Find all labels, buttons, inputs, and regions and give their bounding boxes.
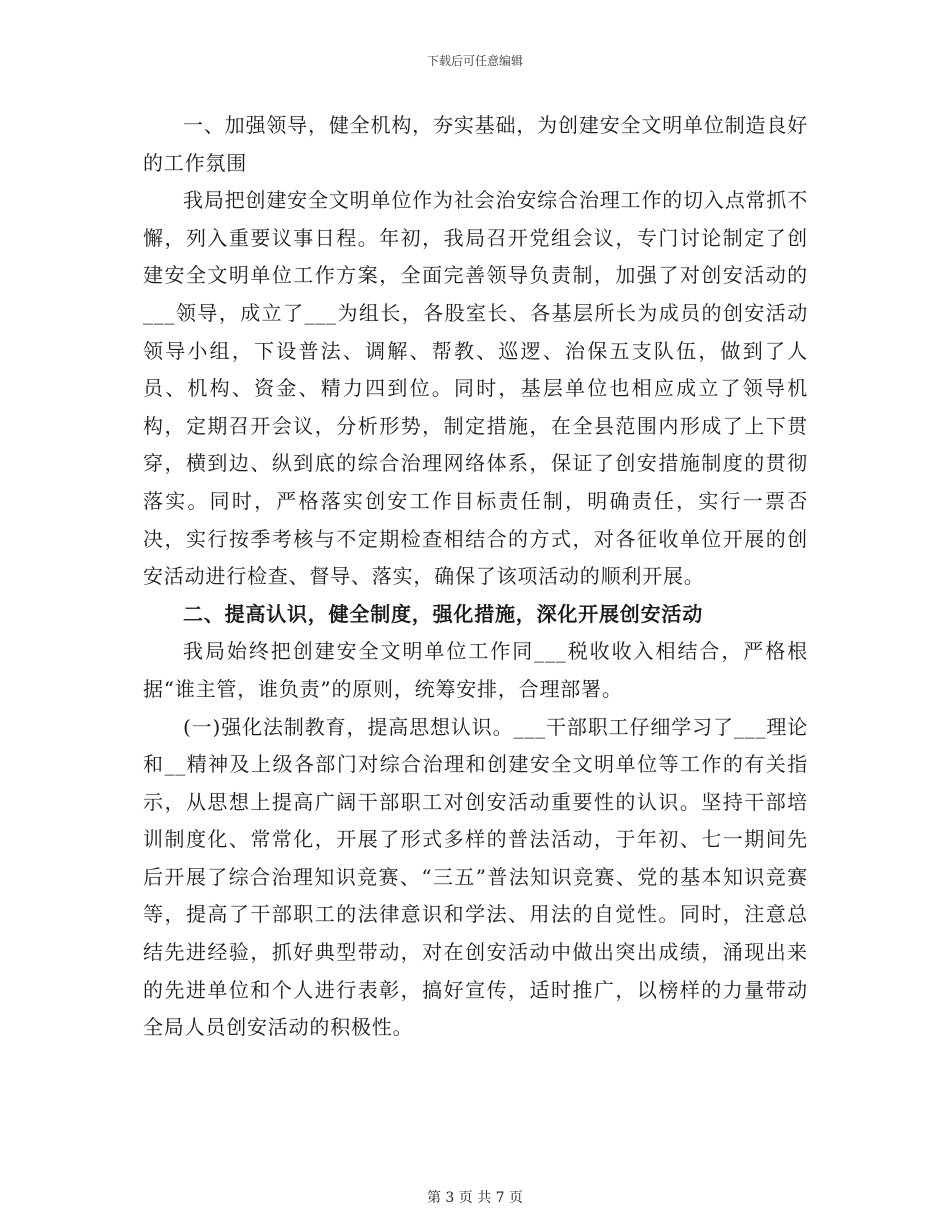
document-body xyxy=(143,107,808,1047)
section-heading-1: 一、加强领导，健全机构，夯实基础，为创建安全文明单位制造良好的工作氛围 xyxy=(143,113,808,175)
paragraph-3: (一)强化法制教育，提高思想认识。___干部职工仔细学习了___理论和__精神及上级各部门对综合治理和创建安全文明单位等工作的有关指示，从思想上提高广阔干部职工对创安活动重要性的认识。坚持干部培训制度化、常常化，开展了形式多样的普法活动，于年初、七一期间先后开展了综合治理知识竞赛、“三五”普法知识竞赛、党的基本知识竞赛等，提高了干部职工的法律意识和学法、用法的自觉性。同时，注意总结先进经验，抓好典型带动，对在创安活动中做出突出成绩，涌现出来的先进单位和个人进行表彰，搞好宣传，适时推广，以榜样的力量带动全局人员创安活动的积极性。 xyxy=(143,714,808,1040)
paragraph-2: 我局始终把创建安全文明单位工作同___税收收入相结合，严格根据“谁主管，谁负责”的原则，统筹安排，合理部署。 xyxy=(143,639,808,701)
section-heading-2: 二、提高认识，健全制度，强化措施，深化开展创安活动 xyxy=(183,601,703,626)
page-footer: 第 3 页 共 7 页 xyxy=(426,1190,524,1206)
page-header: 下载后可任意编辑 xyxy=(426,54,523,68)
paragraph-1: 我局把创建安全文明单位作为社会治安综合治理工作的切入点常抓不懈，列入重要议事日程。年初，我局召开党组会议，专门讨论制定了创建安全文明单位工作方案，全面完善领导负责制，加强了对创安活动的___领导，成立了___为组长，各股室长、各基层所长为成员的创安活动领导小组，下设普法、调解、帮教、巡逻、治保五支队伍，做到了人员、机构、资金、精力四到位。同时，基层单位也相应成立了领导机构，定期召开会议，分析形势，制定措施，在全县范围内形成了上下贯穿，横到边、纵到底的综合治理网络体系，保证了创安措施制度的贯彻落实。同时，严格落实创安工作目标责任制，明确责任，实行一票否决，实行按季考核与不定期检查相结合的方式，对各征收单位开展的创安活动进行检查、督导、落实，确保了该项活动的顺利开展。 xyxy=(143,188,808,589)
